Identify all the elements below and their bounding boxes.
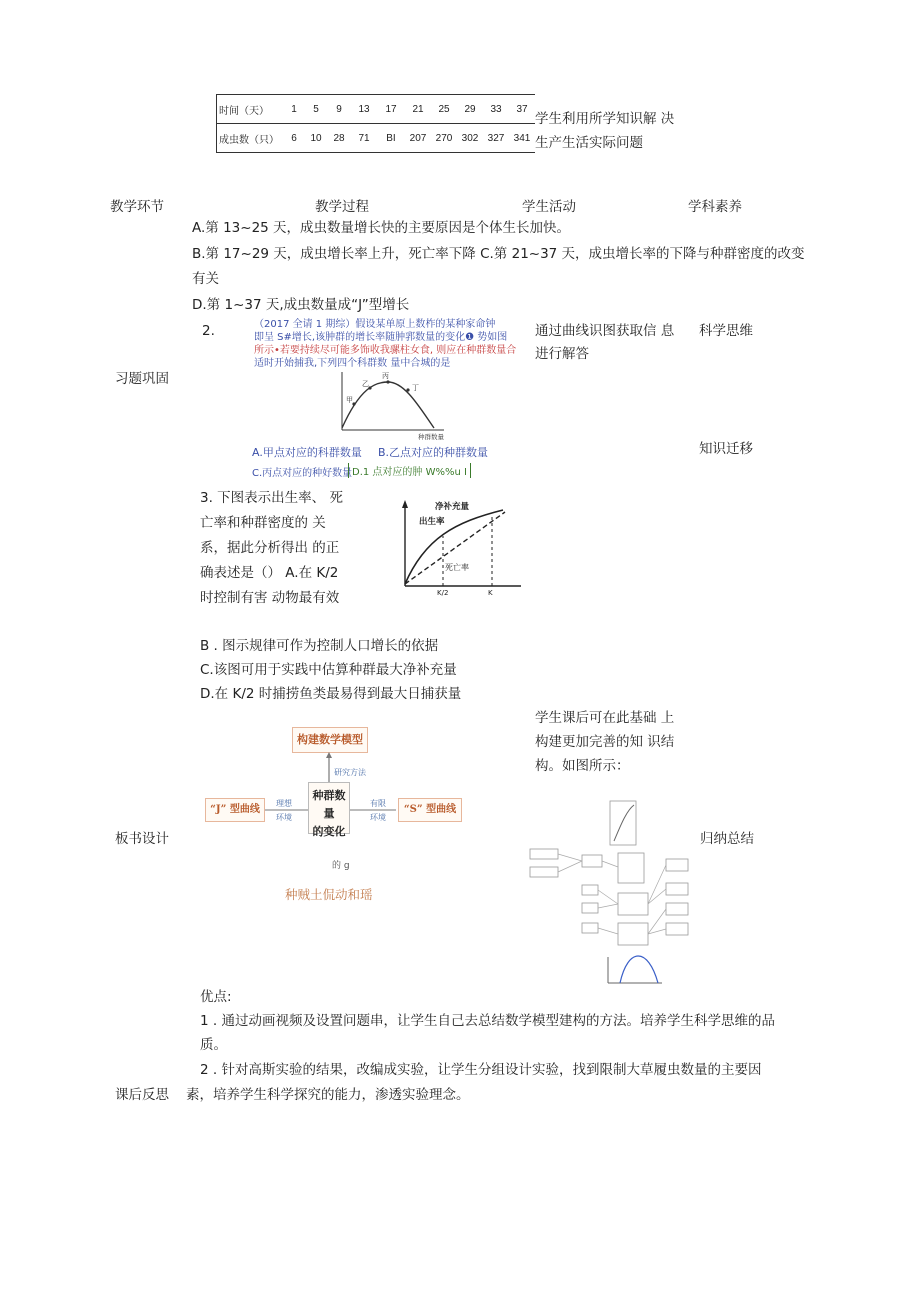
ks-box bbox=[582, 903, 598, 913]
q2-option-b: B.乙点对应的种群数量 bbox=[378, 446, 489, 459]
q2-activity-line2: 进行解答 bbox=[535, 346, 589, 362]
q3-tick-k2: K/2 bbox=[437, 589, 449, 596]
q3-label-death: 死亡率 bbox=[445, 563, 469, 572]
q2-point-ding-label: 丁 bbox=[412, 384, 419, 392]
table-cell: BI bbox=[377, 124, 405, 153]
reflection-point2-cont: 素，培养学生科学探究的能力，渗透实验理念。 bbox=[186, 1087, 470, 1103]
ks-box bbox=[666, 859, 688, 871]
table-cell: 9 bbox=[327, 95, 351, 124]
q3-stem-line1: 3. 下图表示出生率、 死 bbox=[200, 490, 343, 506]
table-note-line1: 学生利用所学知识解 决 bbox=[535, 111, 675, 127]
board-ideal-label: 理想 bbox=[276, 799, 292, 808]
q2-number: 2. bbox=[202, 323, 215, 339]
board-right-box: “S” 型曲线 bbox=[398, 798, 462, 822]
q2-stem-line1: （2017 全请 1 期综）假设某单原上数柞的某种家命钟 bbox=[254, 319, 496, 330]
table-cell: 327 bbox=[483, 124, 509, 153]
table-cell: 28 bbox=[327, 124, 351, 153]
table-cell: 25 bbox=[431, 95, 457, 124]
board-center-line2: 的变化 bbox=[312, 825, 346, 838]
q3-option-b: B . 图示规律可作为控制人口增长的依据 bbox=[200, 638, 439, 654]
q2-growth-rate-curve bbox=[330, 368, 450, 440]
q2-stem-line2: 即呈 S#增长,该肿群的增长率随肿郛数量的变化❶ 势如图 bbox=[254, 332, 508, 343]
q3-option-c: C.该图可用于实践中估算种群最大净补充量 bbox=[200, 662, 457, 678]
q2-stem-line4: 适时开始捕我,下列四个科群数 量中合城的是 bbox=[254, 358, 451, 369]
reflection-title: 优点: bbox=[200, 989, 232, 1005]
board-activity-line3: 构。如图所示： bbox=[535, 758, 630, 774]
board-real-label: 有限 bbox=[370, 799, 386, 808]
q3-label-birth: 出生率 bbox=[419, 517, 445, 527]
header-subject-literacy: 学科素养 bbox=[688, 199, 742, 215]
ks-box bbox=[618, 853, 644, 883]
q3-tick-k: K bbox=[488, 589, 493, 596]
table-cell: 13 bbox=[351, 95, 377, 124]
board-env-label-1: 环境 bbox=[276, 813, 292, 822]
table-note-line2: 生产生活实际问题 bbox=[535, 135, 643, 151]
q3-stem-line3: 系，据此分析得出 的正 bbox=[200, 540, 340, 556]
section-reflection: 课后反思 bbox=[115, 1087, 169, 1103]
section-board-design: 板书设计 bbox=[115, 831, 169, 847]
ks-box bbox=[530, 867, 558, 877]
q3-stem-line2: 亡率和种群密度的 关 bbox=[200, 515, 326, 531]
q2-stem-line3: 所示•若要持续尽可能多饰收我骡柱女食, 则应在种群数量合 bbox=[254, 345, 517, 356]
table-row bbox=[217, 124, 536, 153]
reflection-point2: 2 . 针对高斯实验的结果，改编成实验，让学生分组设计实验，找到限制大草履虫数量的主要因 bbox=[200, 1062, 762, 1078]
q2-option-d: D.1 点对应的肿 W%%u I bbox=[348, 463, 471, 478]
header-teaching-step: 教学环节 bbox=[110, 199, 164, 215]
q1-option-d: D.第 1~37 天,成虫数量成“J”型增长 bbox=[192, 297, 410, 313]
board-method-label: 研究方法 bbox=[334, 768, 366, 777]
ks-box bbox=[582, 923, 598, 933]
table-cell: 341 bbox=[509, 124, 535, 153]
table-cell: 5 bbox=[305, 95, 327, 124]
q1-option-b: B.第 17~29 天，成虫增长率上升，死亡率下降 C.第 21~37 天，成虫增长率的下降与种群密度的改变 bbox=[192, 246, 805, 262]
table-cell: 33 bbox=[483, 95, 509, 124]
ks-box bbox=[582, 855, 602, 867]
q3-stem-line5: 时控制有害 动物最有效 bbox=[200, 590, 340, 606]
knowledge-structure-diagram bbox=[528, 797, 693, 987]
board-left-box: “J” 型曲线 bbox=[205, 798, 265, 822]
q2-literacy: 科学思维 bbox=[699, 323, 753, 339]
board-caption: 种贼土侃动和瑶 bbox=[285, 887, 373, 902]
q2-activity-line1: 通过曲线识图获取信 息 bbox=[535, 323, 675, 339]
table-cell: 71 bbox=[351, 124, 377, 153]
table-cell: 21 bbox=[405, 95, 431, 124]
ks-links bbox=[558, 854, 666, 934]
board-activity-line2: 构建更加完善的知 识结 bbox=[535, 734, 675, 750]
board-activity-line1: 学生课后可在此基础 上 bbox=[535, 710, 675, 726]
q2-point-bing bbox=[386, 380, 389, 383]
q3-y-arrow bbox=[402, 500, 408, 508]
q2-point-jia-label: 甲 bbox=[346, 396, 353, 404]
table-cell: 17 bbox=[377, 95, 405, 124]
board-arrow-up-head bbox=[326, 752, 332, 758]
ks-box bbox=[666, 923, 688, 935]
q3-birth-death-chart bbox=[395, 498, 525, 596]
q1-option-b-cont: 有关 bbox=[192, 271, 219, 287]
ks-box bbox=[618, 923, 648, 945]
ks-box bbox=[666, 903, 688, 915]
board-top-box: 构建数学模型 bbox=[292, 727, 368, 753]
table-cell: 6 bbox=[283, 124, 305, 153]
q2-xlabel: 种群数量 bbox=[418, 433, 444, 440]
ks-box bbox=[618, 893, 648, 915]
header-teaching-process: 教学过程 bbox=[315, 199, 369, 215]
literacy-transfer: 知识迁移 bbox=[699, 441, 753, 457]
q3-label-net: 净补充量 bbox=[435, 502, 470, 512]
reflection-point1: 1 . 通过动画视频及设置问题串，让学生自己去总结数学模型建构的方法。培养学生科学思维的品 bbox=[200, 1013, 775, 1029]
q2-option-c: C.丙点对应的种好数量 bbox=[252, 468, 353, 479]
table-cell: 207 bbox=[405, 124, 431, 153]
table-cell: 270 bbox=[431, 124, 457, 153]
section-practice: 习题巩固 bbox=[115, 371, 169, 387]
reflection-point1-cont: 质。 bbox=[200, 1037, 227, 1053]
q2-point-ding bbox=[406, 388, 409, 391]
ks-box bbox=[530, 849, 558, 859]
table-cell: 302 bbox=[457, 124, 483, 153]
board-center-box bbox=[308, 782, 350, 838]
board-caption-small: 的 g bbox=[332, 861, 350, 871]
ks-box bbox=[582, 885, 598, 895]
board-env-label-2: 环境 bbox=[370, 813, 386, 822]
ks-box bbox=[610, 801, 636, 845]
data-table bbox=[216, 94, 535, 153]
ks-box bbox=[666, 883, 688, 895]
ks-bell-curve bbox=[620, 956, 658, 983]
header-student-activity: 学生活动 bbox=[522, 199, 576, 215]
table-cell: 29 bbox=[457, 95, 483, 124]
literacy-summary: 归纳总结 bbox=[700, 831, 754, 847]
table-label-time: 时间（天） bbox=[217, 95, 284, 124]
table-label-count: 成虫数（只） bbox=[217, 124, 284, 153]
q3-option-d: D.在 K/2 时捕捞鱼类最易得到最大日捕获量 bbox=[200, 686, 462, 702]
table-cell: 1 bbox=[283, 95, 305, 124]
q2-curve bbox=[342, 382, 434, 428]
table-cell: 37 bbox=[509, 95, 535, 124]
q3-stem-line4: 确表述是（） A.在 K/2 bbox=[200, 565, 339, 581]
table-cell: 10 bbox=[305, 124, 327, 153]
q2-point-bing-label: 丙 bbox=[382, 372, 389, 380]
q1-option-a: A.第 13~25 天，成虫数量增长快的主要原因是个体生长加快。 bbox=[192, 220, 571, 236]
q2-option-a: A.甲点对应的科群数量 bbox=[252, 446, 362, 459]
q2-point-yi-label: 乙 bbox=[362, 380, 369, 388]
table-row bbox=[217, 95, 536, 124]
board-center-line1: 种群数量 bbox=[312, 789, 346, 820]
